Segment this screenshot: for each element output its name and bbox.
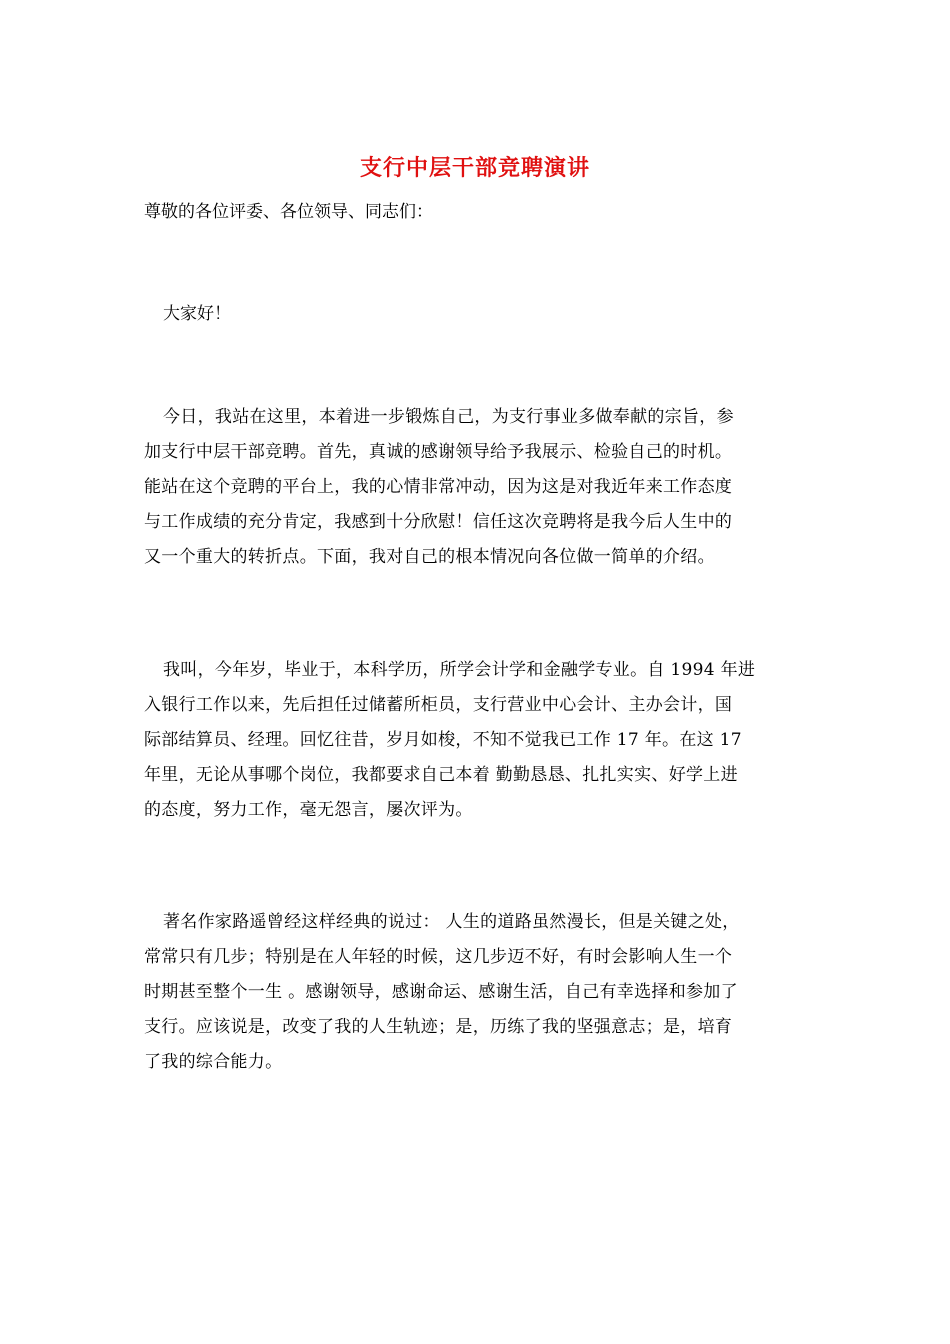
paragraph-line: 年里，无论从事哪个岗位，我都要求自己本着 勤勤恳恳、扎扎实实、好学上进 [144,765,738,785]
paragraph-line: 支行。应该说是，改变了我的人生轨迹；是，历练了我的坚强意志；是，培育 [144,1017,733,1037]
paragraph-line: 时期甚至整个一生 。感谢领导，感谢命运、感谢生活，自己有幸选择和参加了 [144,982,738,1002]
paragraph-quote [144,905,824,1080]
greeting: 大家好！ [163,304,231,324]
paragraph-line: 加支行中层干部竞聘。首先，真诚的感谢领导给予我展示、检验自己的时机。 [144,442,733,462]
paragraph-line: 我叫，今年岁，毕业于，本科学历，所学会计学和金融学专业。自 1994 年进 [163,660,756,680]
paragraph-line: 能站在这个竞聘的平台上，我的心情非常冲动，因为这是对我近年来工作态度 [144,477,733,497]
paragraph-line: 常常只有几步；特别是在人年轻的时候，这几步迈不好，有时会影响人生一个 [144,947,733,967]
salutation: 尊敬的各位评委、各位领导、同志们： [144,202,433,222]
paragraph-line: 与工作成绩的充分肯定，我感到十分欣慰！信任这次竞聘将是我今后人生中的 [144,512,733,532]
paragraph-line: 了我的综合能力。 [144,1052,283,1072]
paragraph-line: 著名作家路遥曾经这样经典的说过： 人生的道路虽然漫长，但是关键之处， [163,912,740,932]
paragraph-line: 的态度，努力工作，毫无怨言，屡次评为。 [144,800,473,820]
paragraph-line: 又一个重大的转折点。下面，我对自己的根本情况向各位做一简单的介绍。 [144,547,715,567]
document-title: 支行中层干部竞聘演讲 [359,155,590,181]
paragraph-line: 入银行工作以来，先后担任过储蓄所柜员，支行营业中心会计、主办会计，国 [144,695,733,715]
paragraph-line: 今日，我站在这里，本着进一步锻炼自己，为支行事业多做奉献的宗旨，参 [163,407,734,427]
paragraph-background [144,653,824,828]
paragraph-introduction [144,400,824,575]
paragraph-line: 际部结算员、经理。回忆往昔，岁月如梭，不知不觉我已工作 17 年。在这 17 [144,730,742,750]
